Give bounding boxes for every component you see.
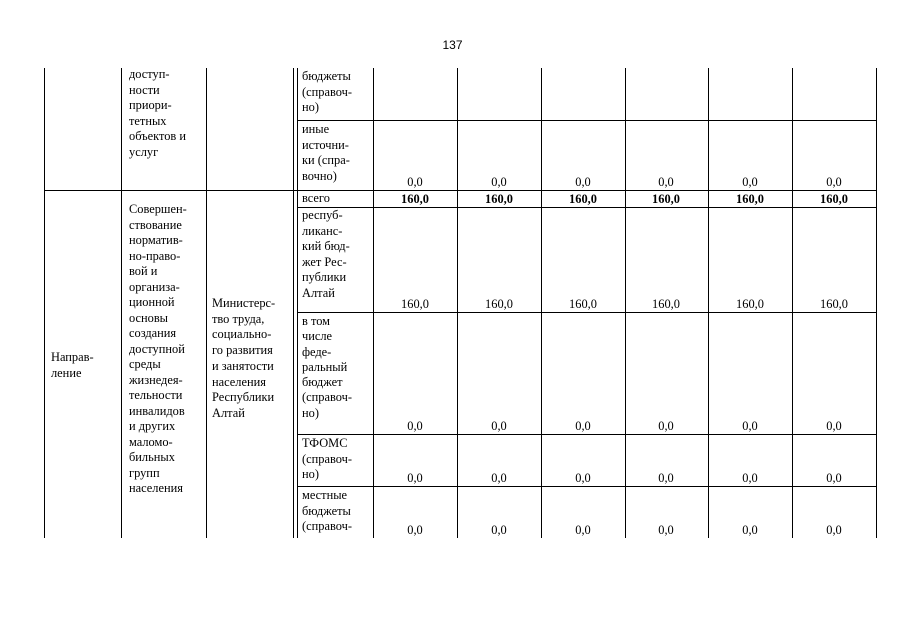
- value-cell: 0,0: [742, 523, 758, 537]
- direction-label: Направ- ление: [51, 350, 94, 380]
- value-cell: 0,0: [575, 523, 591, 537]
- value-cell: 160,0: [485, 297, 513, 311]
- funding-source-total: всего: [302, 191, 330, 205]
- funding-source-federal-budget: в том числе феде- ральный бюджет (справоч- но): [302, 314, 352, 420]
- value-cell: 160,0: [820, 192, 848, 206]
- value-cell: 0,0: [491, 523, 507, 537]
- value-cell: 0,0: [826, 471, 842, 485]
- funding-source-local-budgets: местные бюджеты (справоч-: [302, 488, 352, 534]
- value-cell: 0,0: [658, 419, 674, 433]
- value-cell: 160,0: [736, 192, 764, 206]
- value-cell: 0,0: [742, 175, 758, 189]
- value-cell: 0,0: [407, 523, 423, 537]
- value-cell: 0,0: [575, 419, 591, 433]
- value-cell: 0,0: [407, 471, 423, 485]
- responsible-executor: Министерс- тво труда, социально- го развития и занятости населения Республики Алтай: [212, 296, 276, 420]
- value-cell: 0,0: [491, 175, 507, 189]
- value-cell: 0,0: [826, 175, 842, 189]
- value-cell: 160,0: [401, 297, 429, 311]
- value-cell: 0,0: [742, 419, 758, 433]
- continuation-goal-text: доступ- ности приори- тетных объектов и услуг: [129, 67, 186, 159]
- value-cell: 160,0: [820, 297, 848, 311]
- value-cell: 0,0: [658, 175, 674, 189]
- value-cell: 0,0: [491, 471, 507, 485]
- value-cell: 0,0: [826, 419, 842, 433]
- value-cell: 0,0: [658, 471, 674, 485]
- direction-description: Совершен- ствование норматив- но-право- вой и организа- ционной основы создания доступной среды жизнедея- тельности инвалидов и других маломо- бильных групп населения: [129, 202, 187, 495]
- value-cell: 160,0: [652, 192, 680, 206]
- value-cell: 0,0: [826, 523, 842, 537]
- value-cell: 160,0: [736, 297, 764, 311]
- value-cell: 160,0: [569, 192, 597, 206]
- funding-source-tfoms: ТФОМС (справоч- но): [302, 436, 352, 482]
- value-cell: 0,0: [658, 523, 674, 537]
- value-cell: 160,0: [652, 297, 680, 311]
- funding-source-other: иные источни- ки (спра- вочно): [302, 122, 350, 183]
- value-cell: 0,0: [575, 471, 591, 485]
- value-cell: 160,0: [401, 192, 429, 206]
- value-cell: 160,0: [569, 297, 597, 311]
- value-cell: 0,0: [491, 419, 507, 433]
- value-cell: 0,0: [407, 419, 423, 433]
- funding-source-local-budgets-continued: бюджеты (справоч- но): [302, 69, 352, 115]
- page-number: 137: [442, 38, 463, 52]
- funding-source-republic-budget: респуб- ликанс- кий бюд- жет Рес- публики Алтай: [302, 208, 350, 300]
- value-cell: 0,0: [575, 175, 591, 189]
- value-cell: 0,0: [742, 471, 758, 485]
- value-cell: 160,0: [485, 192, 513, 206]
- value-cell: 0,0: [407, 175, 423, 189]
